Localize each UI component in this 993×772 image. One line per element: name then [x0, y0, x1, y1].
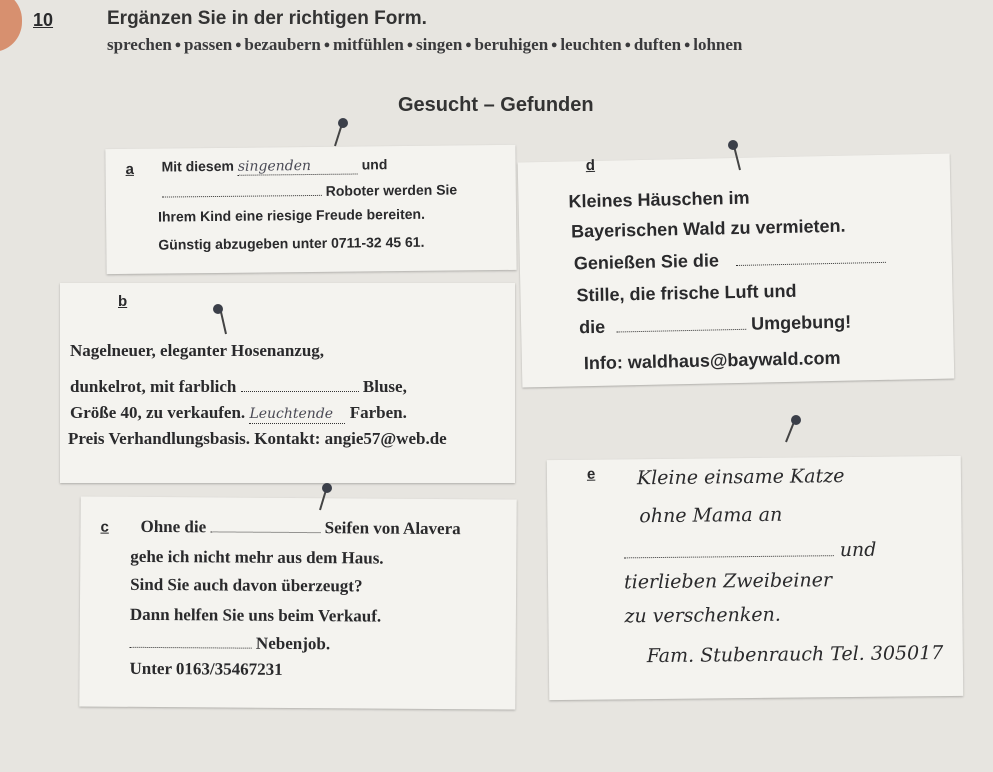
- ad-line: Unter 0163/35467231: [129, 658, 283, 679]
- ad-text: dunkelrot, mit farblich: [70, 377, 237, 396]
- pin-icon: [200, 300, 240, 340]
- ad-line: [574, 247, 886, 275]
- answer-blank: [616, 329, 746, 333]
- word-bank-item: leuchten: [560, 35, 622, 54]
- ad-line: Nagelneuer, eleganter Hosenanzug,: [70, 341, 325, 360]
- ad-line: Kleine einsame Katze: [636, 465, 845, 490]
- ad-text: Mit diesem: [161, 157, 234, 175]
- word-bank-item: singen: [416, 35, 463, 54]
- ad-text: Genießen Sie die: [573, 250, 720, 274]
- bullet-icon: ●: [171, 39, 185, 51]
- ad-card-b: [60, 283, 515, 483]
- word-bank: [107, 35, 742, 55]
- exercise-instruction: Ergänzen Sie in der richtigen Form.: [107, 8, 427, 29]
- bullet-icon: ●: [320, 39, 334, 51]
- pin-icon: [718, 136, 758, 176]
- ad-line: gehe ich nicht mehr aus dem Haus.: [130, 546, 384, 568]
- ad-line: ohne Mama an: [639, 503, 783, 528]
- ad-text: Umgebung!: [750, 311, 852, 334]
- bullet-icon: ●: [621, 39, 634, 51]
- ad-line: [70, 403, 407, 424]
- answer-blank: [249, 403, 345, 424]
- handwritten-answer: singenden: [237, 157, 312, 175]
- ad-letter: a: [125, 160, 135, 178]
- word-bank-item: passen: [184, 35, 233, 54]
- ad-card-d: [518, 154, 955, 388]
- ad-line: Dann helfen Sie uns beim Verkauf.: [129, 604, 382, 626]
- ad-text: Bluse,: [362, 377, 407, 396]
- ad-line: Bayerischen Wald zu vermieten.: [570, 215, 846, 242]
- pin-icon: [772, 412, 812, 452]
- pin-icon: [308, 480, 348, 520]
- ad-line: Kleines Häuschen im: [568, 187, 750, 212]
- word-bank-item: duften: [633, 35, 682, 54]
- ad-line: [162, 181, 458, 200]
- ad-line: Fam. Stubenrauch Tel. 305017: [646, 642, 944, 668]
- ad-text: und: [361, 156, 388, 173]
- ad-letter: d: [585, 156, 596, 175]
- ad-line: Preis Verhandlungsbasis. Kontakt: angie57@web.de: [68, 429, 447, 448]
- ad-letter: e: [586, 465, 596, 483]
- ad-line: [70, 377, 407, 397]
- thumb-photo-artifact: [0, 0, 22, 52]
- answer-blank: [241, 391, 359, 392]
- ad-card-c: [79, 496, 516, 709]
- ad-card-a: [105, 145, 516, 274]
- bullet-icon: ●: [462, 39, 475, 51]
- word-bank-item: mitfühlen: [333, 35, 404, 54]
- answer-blank: [624, 555, 834, 558]
- ad-text: Seifen von Alavera: [324, 518, 461, 539]
- ad-line: Sind Sie auch davon überzeugt?: [130, 574, 363, 596]
- ad-letter: c: [100, 518, 109, 536]
- ad-line: Günstig abzugeben unter 0711-32 45 61.: [158, 233, 425, 253]
- ad-text: Nebenjob.: [255, 633, 331, 654]
- word-bank-item: bezaubern: [244, 35, 321, 54]
- ad-line: Ihrem Kind eine riesige Freude bereiten.: [157, 205, 425, 225]
- ad-text: Größe 40, zu verkaufen.: [70, 403, 246, 422]
- word-bank-item: beruhigen: [474, 35, 549, 54]
- ad-line: [161, 156, 387, 176]
- ad-line: [624, 539, 877, 564]
- exercise-number: 10: [33, 10, 54, 30]
- ad-line: tierlieben Zweibeiner: [623, 569, 833, 594]
- ad-text: Roboter werden Sie: [325, 181, 458, 199]
- answer-blank: [210, 531, 320, 533]
- handwritten-answer: Leuchtende: [249, 406, 334, 422]
- bullet-icon: ●: [548, 39, 561, 51]
- ad-text: Farben.: [349, 403, 407, 422]
- ad-line: Info: waldhaus@baywald.com: [583, 347, 841, 374]
- section-title: Gesucht – Gefunden: [398, 94, 594, 116]
- word-bank-item: lohnen: [693, 35, 743, 54]
- ad-text: die: [578, 316, 606, 338]
- bullet-icon: ●: [403, 39, 417, 51]
- answer-blank: [736, 262, 886, 266]
- ad-line: [140, 517, 460, 539]
- ad-line: [130, 633, 331, 654]
- bullet-icon: ●: [681, 39, 694, 51]
- bullet-icon: ●: [232, 39, 245, 51]
- pin-icon: [320, 116, 360, 156]
- ad-line: Stille, die frische Luft und: [576, 280, 797, 306]
- ad-text: Ohne die: [140, 516, 207, 537]
- answer-blank: [130, 647, 252, 649]
- ad-card-e: [547, 456, 963, 700]
- ad-text: und: [839, 538, 877, 562]
- answer-blank: [238, 157, 358, 176]
- ad-letter: b: [118, 293, 128, 310]
- answer-blank: [162, 195, 322, 198]
- ad-line: zu verschenken.: [624, 603, 782, 628]
- word-bank-item: sprechen: [107, 35, 172, 54]
- ad-line: [579, 312, 851, 339]
